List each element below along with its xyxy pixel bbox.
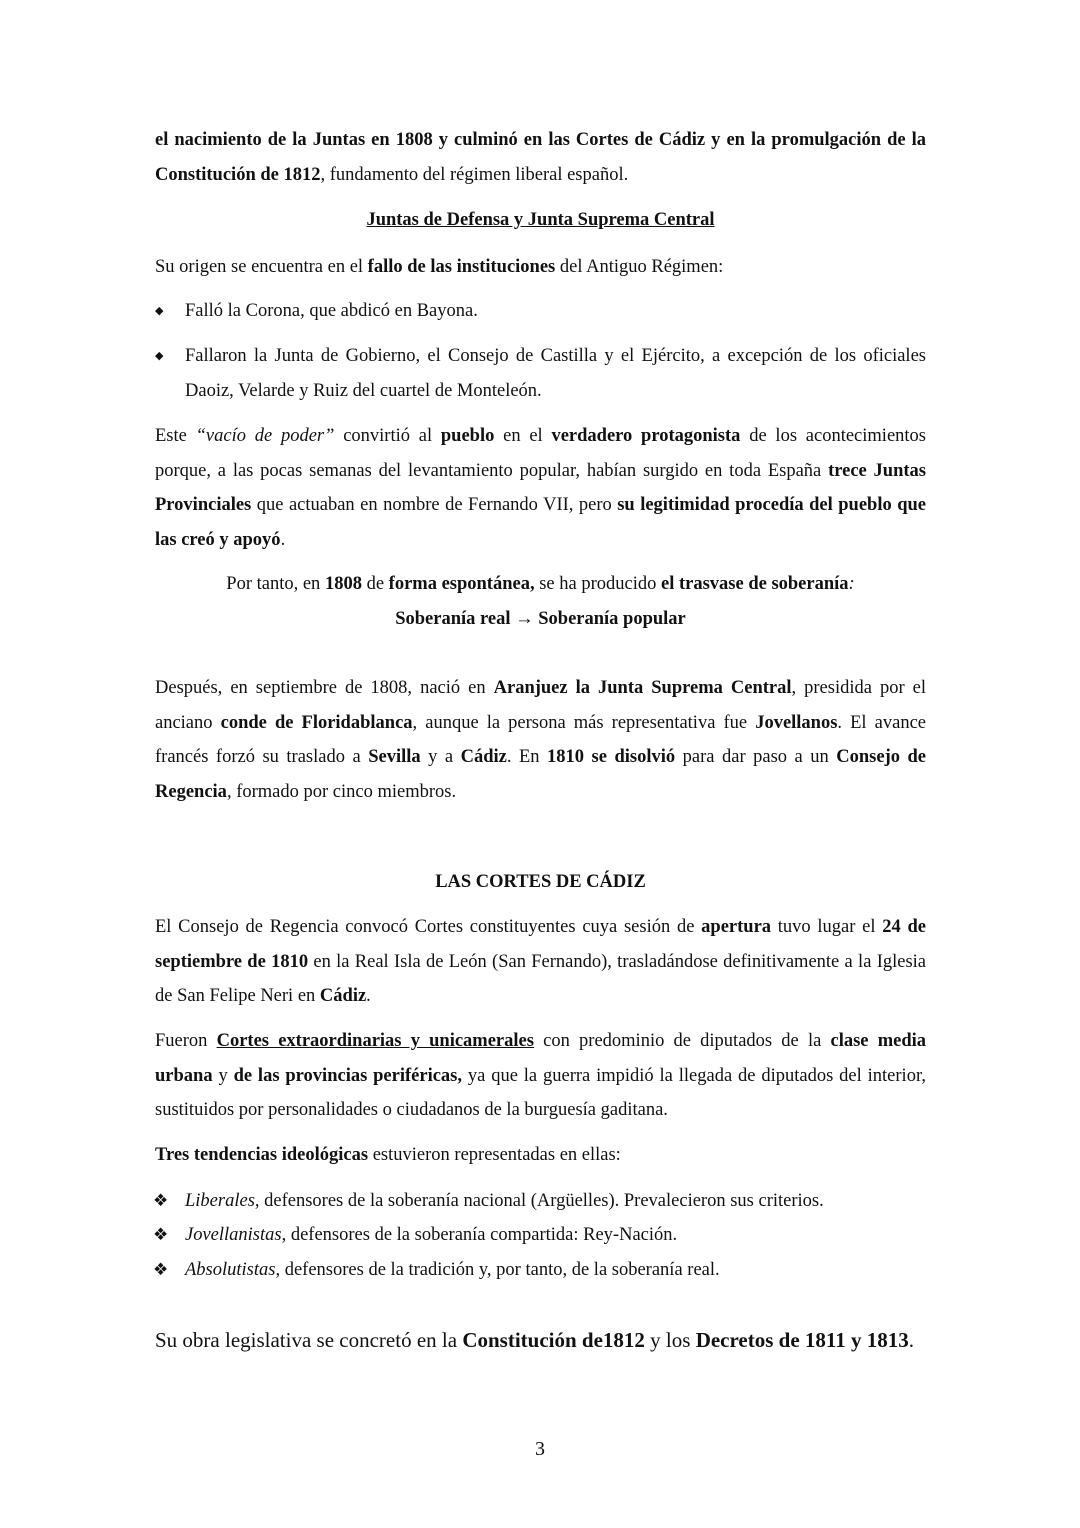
paragraph-consejo xyxy=(155,910,926,1014)
bold-text: Tres tendencias ideológicas xyxy=(155,1145,369,1165)
bold-text: conde de Floridablanca xyxy=(220,712,413,733)
text-run: , fundamento del régimen liberal español. xyxy=(320,164,629,185)
diamond-bullet-icon: ❖ xyxy=(153,1260,169,1279)
list-item xyxy=(153,1253,926,1288)
bullet-icon: ◆ xyxy=(155,350,164,362)
text-run: . xyxy=(908,1328,915,1352)
bold-text: Soberanía real → Soberanía popular xyxy=(395,609,686,629)
text-run: Este xyxy=(155,426,196,446)
text-run: y a xyxy=(420,747,461,767)
bold-text: apertura xyxy=(701,917,772,937)
text-run: en el xyxy=(494,426,552,446)
paragraph-fueron xyxy=(155,1024,926,1128)
bold-text: 1808 xyxy=(324,574,362,594)
text-run: Por tanto, en xyxy=(226,574,325,594)
text-run: convirtió al xyxy=(334,426,441,446)
list-item xyxy=(153,1184,926,1219)
bold-text: forma espontánea, xyxy=(388,574,535,594)
bold-text: verdadero protagonista xyxy=(551,426,741,446)
paragraph-despues xyxy=(155,671,926,809)
bold-text: clase media urbana xyxy=(155,1031,927,1086)
bullet-item xyxy=(155,294,926,329)
text-run: que actuaban en nombre de Fernando VII, pero xyxy=(251,495,618,515)
bold-text: el trasvase de soberanía xyxy=(660,574,849,594)
text-run: . xyxy=(280,529,286,550)
text-run: ya que la guerra impidió la llegada de diputados del interior, sustituidos por personalidades o ciudadanos de la burguesía gaditana. xyxy=(155,1065,926,1120)
text-run: Fueron xyxy=(155,1031,217,1051)
text-run: en la Real Isla de León (San Fernando), trasladándose definitivamente a la Iglesia de San Felipe Neri en xyxy=(155,951,927,1006)
text-run: tuvo lugar el xyxy=(771,917,883,937)
text-run: Falló la Corona, que abdicó en Bayona. xyxy=(185,301,478,321)
italic-text: Absolutistas xyxy=(185,1260,276,1280)
text-run: , presidida por el anciano xyxy=(155,678,926,733)
paragraph-intro xyxy=(155,123,926,192)
text-run: Fallaron la Junta de Gobierno, el Consejo de Castilla y el Ejército, a excepción de los oficiales Daoiz, Velarde y Ruiz del cuartel de Monteleón. xyxy=(185,346,926,401)
page-number: 3 xyxy=(535,1438,545,1460)
bold-text: Cádiz xyxy=(460,747,507,767)
soberania-line xyxy=(155,602,926,637)
bold-text: 24 de septiembre de 1810 xyxy=(155,917,926,972)
bold-text: Aranjuez la Junta Suprema Central xyxy=(493,678,792,698)
bold-text: 1810 se disolvió xyxy=(547,747,676,767)
text-run: para dar paso a un xyxy=(675,747,837,767)
diamond-bullet-icon: ❖ xyxy=(153,1225,169,1244)
text-run: , defensores de la soberanía compartida: Rey-Nación. xyxy=(281,1225,678,1245)
text-run: del Antiguo Régimen: xyxy=(555,257,724,277)
text-run: , formado por cinco miembros. xyxy=(226,781,457,802)
italic-text: Jovellanistas xyxy=(185,1225,282,1245)
text-run: El Consejo de Regencia convocó Cortes constituyentes cuya sesión de xyxy=(155,917,702,937)
bold-text: Cádiz xyxy=(319,986,367,1006)
text-run: y los xyxy=(644,1328,696,1352)
bold-text: fallo de las instituciones xyxy=(367,257,556,277)
paragraph-obra xyxy=(155,1322,926,1358)
text-run: , aunque la persona más representativa fue xyxy=(412,712,756,733)
paragraph-por-tanto xyxy=(155,567,926,602)
heading-juntas xyxy=(155,203,926,238)
bullet-icon: ◆ xyxy=(155,305,164,317)
bold-text: Sevilla xyxy=(368,747,421,767)
diamond-bullet-icon: ❖ xyxy=(153,1191,169,1210)
text-run: y xyxy=(212,1065,234,1086)
italic-text: Liberales xyxy=(185,1191,255,1211)
paragraph-tres xyxy=(155,1138,926,1173)
text-run: se ha producido xyxy=(534,574,661,594)
bold-text: el nacimiento de la Juntas en 1808 y culminó en las Cortes de Cádiz y en la promulgación de la Constitución de 1812 xyxy=(155,130,926,185)
text-run: , defensores de la soberanía nacional (Argüelles). Prevalecieron sus criterios. xyxy=(254,1191,824,1211)
italic-text: : xyxy=(848,574,855,594)
text-run: de los acontecimientos porque, a las pocas semanas del levantamiento popular, habían surgido en toda España xyxy=(155,426,926,481)
bold-text: pueblo xyxy=(440,426,495,446)
bullet-item xyxy=(155,339,926,408)
bold-text: Cortes extraordinarias y unicamerales xyxy=(216,1031,534,1051)
bold-text: trece Juntas Provinciales xyxy=(155,460,926,515)
text-run: . En xyxy=(506,747,548,767)
bold-text: su legitimidad procedía del pueblo que las creó y apoyó xyxy=(155,495,926,550)
bold-text: Decretos de 1811 y 1813 xyxy=(695,1328,909,1352)
text-run: Su origen se encuentra en el xyxy=(155,257,368,277)
text-run: Después, en septiembre de 1808, nació en xyxy=(155,678,494,698)
text-run: . El avance francés forzó su traslado a xyxy=(155,712,926,767)
paragraph-vacio xyxy=(155,419,926,557)
text-run: , defensores de la tradición y, por tanto, de la soberanía real. xyxy=(275,1260,720,1280)
heading-cortes xyxy=(155,865,926,900)
text-run: . xyxy=(366,986,371,1006)
bold-text: Constitución de1812 xyxy=(462,1328,645,1352)
bold-text: LAS CORTES DE CÁDIZ xyxy=(435,872,646,892)
bold-text: Juntas de Defensa y Junta Suprema Central xyxy=(366,210,715,230)
bold-text: Jovellanos xyxy=(755,712,838,733)
bold-text: Consejo de Regencia xyxy=(155,747,926,802)
italic-text: “vacío de poder” xyxy=(195,426,335,446)
text-run: de xyxy=(361,574,389,594)
list-item xyxy=(153,1218,926,1253)
bold-text: de las provincias periféricas, xyxy=(233,1065,463,1086)
text-run: estuvieron representadas en ellas: xyxy=(368,1145,621,1165)
text-run: con predominio de diputados de la xyxy=(533,1031,831,1051)
paragraph-origen xyxy=(155,250,926,285)
text-run: Su obra legislativa se concretó en la xyxy=(155,1328,463,1352)
